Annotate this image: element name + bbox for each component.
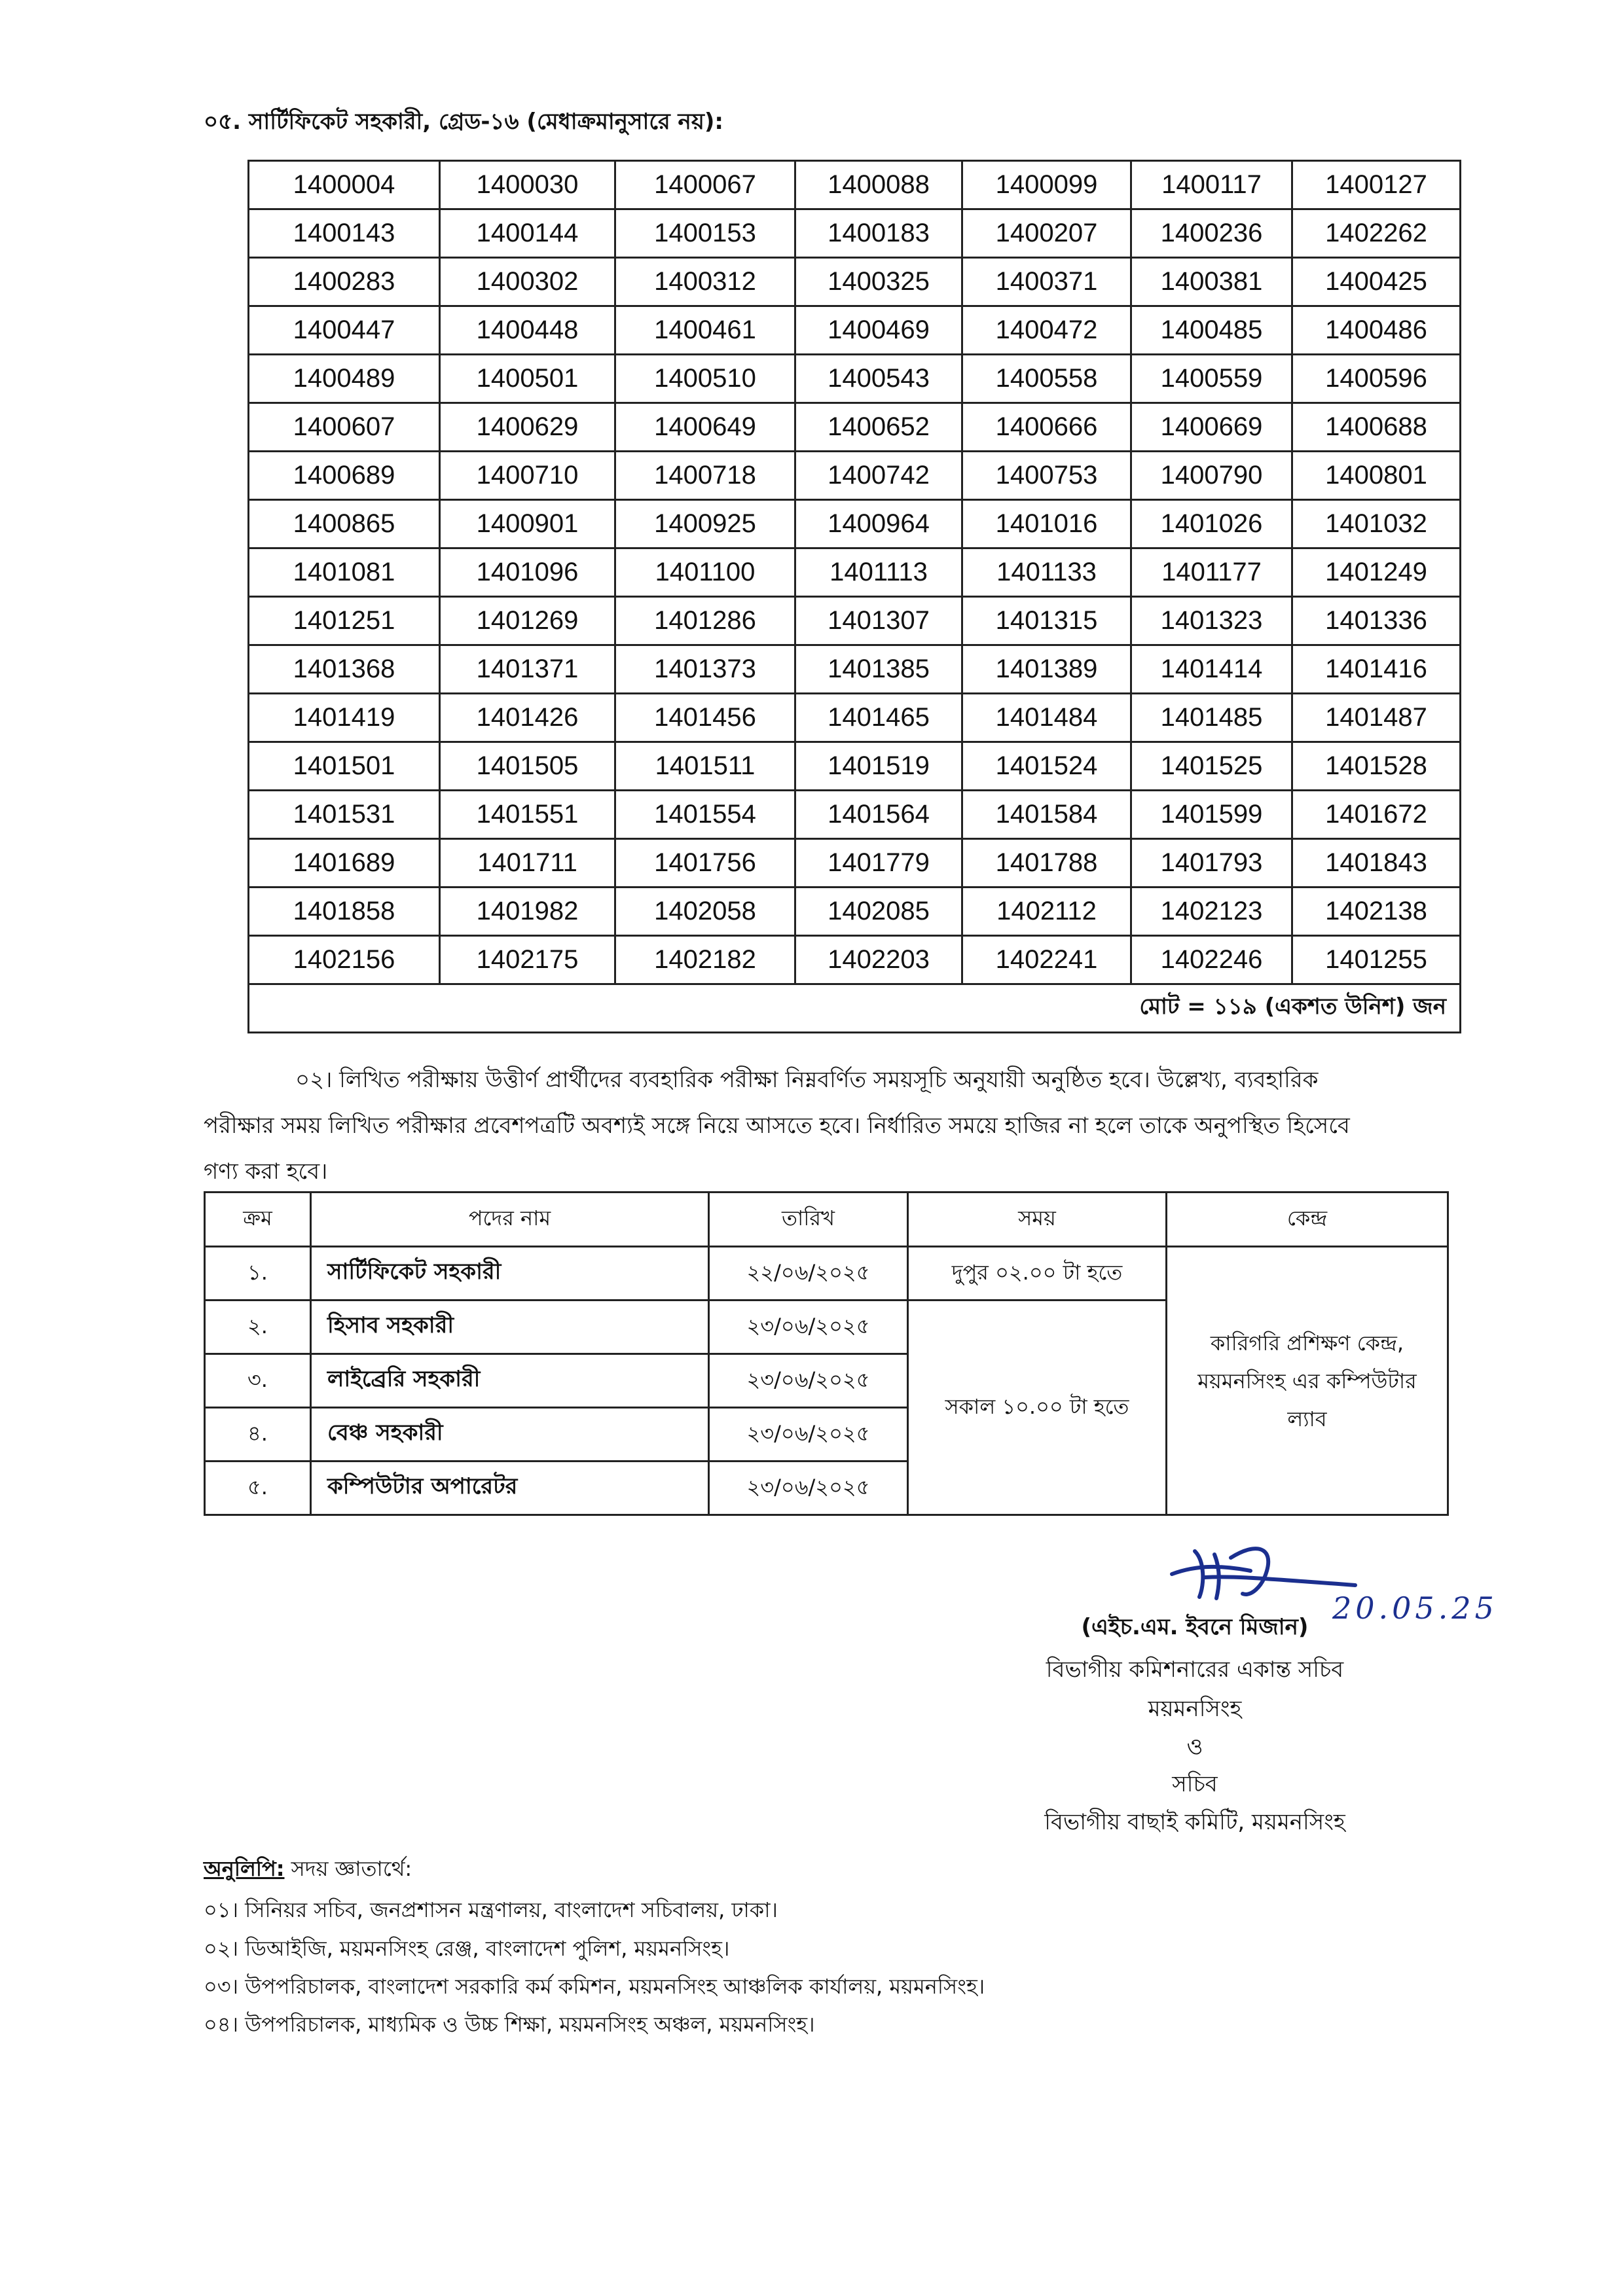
roll-number-cell: 1400688 [1292, 403, 1461, 452]
total-count: মোট = ১১৯ (একশত উনিশ) জন [249, 984, 1461, 1033]
total-row [249, 984, 1461, 1033]
copy-label-suffix: সদয় জ্ঞাতার্থে: [284, 1856, 412, 1881]
roll-row [249, 258, 1461, 306]
roll-number-cell: 1400283 [249, 258, 440, 306]
roll-number-cell: 1401511 [615, 742, 795, 791]
roll-number-cell: 1400629 [440, 403, 615, 452]
roll-row [249, 888, 1461, 936]
paragraph-line: গণ্য করা হবে। [204, 1158, 328, 1185]
venue-line: কারিগরি প্রশিক্ষণ কেন্দ্র, [1210, 1330, 1404, 1355]
roll-number-cell: 1401371 [440, 645, 615, 694]
roll-number-cell: 1400183 [795, 209, 962, 258]
roll-number-cell: 1400088 [795, 161, 962, 209]
roll-number-cell: 1401177 [1131, 548, 1292, 597]
roll-number-cell: 1401113 [795, 548, 962, 597]
roll-number-cell: 1400325 [795, 258, 962, 306]
roll-number-cell: 1401419 [249, 694, 440, 742]
roll-number-cell: 1400901 [440, 500, 615, 548]
roll-row [249, 209, 1461, 258]
roll-row [249, 839, 1461, 888]
roll-number-cell: 1400207 [962, 209, 1131, 258]
schedule-date: ২৩/০৬/২০২৫ [709, 1354, 908, 1408]
signatory-designation: বিভাগীয় কমিশনারের একান্ত সচিব [1046, 1657, 1344, 1683]
column-header-serial: ক্রম [205, 1193, 311, 1247]
roll-number-cell: 1400030 [440, 161, 615, 209]
roll-row [249, 306, 1461, 355]
roll-number-cell: 1400312 [615, 258, 795, 306]
schedule-row [205, 1247, 1448, 1300]
roll-row [249, 645, 1461, 694]
roll-number-cell: 1401026 [1131, 500, 1292, 548]
roll-number-cell: 1401487 [1292, 694, 1461, 742]
roll-number-cell: 1400718 [615, 452, 795, 500]
roll-number-cell: 1400790 [1131, 452, 1292, 500]
roll-number-cell: 1400649 [615, 403, 795, 452]
schedule-header-row [205, 1193, 1448, 1247]
roll-number-cell: 1400153 [615, 209, 795, 258]
roll-number-cell: 1400710 [440, 452, 615, 500]
copy-heading [204, 1852, 412, 1888]
roll-number-cell: 1401426 [440, 694, 615, 742]
roll-row [249, 791, 1461, 839]
roll-number-cell: 1401389 [962, 645, 1131, 694]
roll-number-cell: 1401385 [795, 645, 962, 694]
roll-number-cell: 1400801 [1292, 452, 1461, 500]
column-header-date: তারিখ [709, 1193, 908, 1247]
signature-date: 20.05.25 [1332, 1590, 1498, 1626]
roll-number-cell: 1402175 [440, 936, 615, 984]
schedule-post: সার্টিফিকেট সহকারী [311, 1247, 709, 1300]
roll-number-cell: 1400865 [249, 500, 440, 548]
roll-number-cell: 1401307 [795, 597, 962, 645]
paragraph-line: ০২। লিখিত পরীক্ষায় উত্তীর্ণ প্রার্থীদের ব্যবহারিক পরীক্ষা নিম্নবর্ণিত সময়সূচি অনুযায়ী অনুষ্ঠিত হবে। উল্লেখ্য, ব্যবহারিক [295, 1067, 1319, 1093]
roll-number-cell: 1401551 [440, 791, 615, 839]
roll-number-cell: 1401554 [615, 791, 795, 839]
roll-number-cell: 1400607 [249, 403, 440, 452]
roll-number-cell: 1401501 [249, 742, 440, 791]
roll-number-cell: 1401456 [615, 694, 795, 742]
roll-number-cell: 1400381 [1131, 258, 1292, 306]
instruction-paragraph [204, 1057, 1461, 1194]
schedule-date: ২৩/০৬/২০২৫ [709, 1462, 908, 1515]
signatory-committee: বিভাগীয় বাছাই কমিটি, ময়মনসিংহ [1044, 1809, 1345, 1835]
roll-number-cell: 1400666 [962, 403, 1131, 452]
roll-number-cell: 1401251 [249, 597, 440, 645]
roll-number-cell: 1400425 [1292, 258, 1461, 306]
roll-number-cell: 1400742 [795, 452, 962, 500]
schedule-post: হিসাব সহকারী [311, 1300, 709, 1354]
roll-number-cell: 1400469 [795, 306, 962, 355]
roll-number-cell: 1401249 [1292, 548, 1461, 597]
roll-number-cell: 1402241 [962, 936, 1131, 984]
copy-label: অনুলিপি: [204, 1856, 285, 1881]
roll-number-cell: 1402262 [1292, 209, 1461, 258]
roll-number-cell: 1400669 [1131, 403, 1292, 452]
roll-number-cell: 1400689 [249, 452, 440, 500]
roll-number-cell: 1402203 [795, 936, 962, 984]
schedule-venue [1167, 1247, 1448, 1515]
roll-row [249, 500, 1461, 548]
roll-number-cell: 1400236 [1131, 209, 1292, 258]
roll-number-cell: 1401528 [1292, 742, 1461, 791]
copy-item: ০১। সিনিয়র সচিব, জনপ্রশাসন মন্ত্রণালয়, বাংলাদেশ সচিবালয়, ঢাকা। [204, 1897, 778, 1922]
roll-number-cell: 1401843 [1292, 839, 1461, 888]
roll-number-cell: 1401982 [440, 888, 615, 936]
roll-number-cell: 1401711 [440, 839, 615, 888]
roll-number-cell: 1402246 [1131, 936, 1292, 984]
schedule-post: বেঞ্চ সহকারী [311, 1408, 709, 1462]
roll-number-cell: 1402058 [615, 888, 795, 936]
roll-number-cell: 1401133 [962, 548, 1131, 597]
column-header-venue: কেন্দ্র [1167, 1193, 1448, 1247]
roll-number-cell: 1401525 [1131, 742, 1292, 791]
schedule-post: কম্পিউটার অপারেটর [311, 1462, 709, 1515]
roll-number-cell: 1401081 [249, 548, 440, 597]
roll-row [249, 161, 1461, 209]
roll-number-cell: 1402085 [795, 888, 962, 936]
roll-number-cell: 1401858 [249, 888, 440, 936]
roll-number-cell: 1400489 [249, 355, 440, 403]
roll-number-cell: 1400117 [1131, 161, 1292, 209]
roll-number-cell: 1400964 [795, 500, 962, 548]
schedule-serial: ৩. [205, 1354, 311, 1408]
roll-number-cell: 1401368 [249, 645, 440, 694]
roll-number-cell: 1400472 [962, 306, 1131, 355]
roll-number-cell: 1400596 [1292, 355, 1461, 403]
roll-number-cell: 1401269 [440, 597, 615, 645]
roll-number-cell: 1400004 [249, 161, 440, 209]
roll-number-cell: 1400302 [440, 258, 615, 306]
roll-row [249, 452, 1461, 500]
copy-item: ০৪। উপপরিচালক, মাধ্যমিক ও উচ্চ শিক্ষা, ময়মনসিংহ অঞ্চল, ময়মনসিংহ। [204, 2012, 815, 2037]
signatory-name: (এইচ.এম. ইবনে মিজান) [1081, 1614, 1309, 1640]
roll-number-cell: 1400925 [615, 500, 795, 548]
schedule-date: ২৩/০৬/২০২৫ [709, 1300, 908, 1354]
roll-number-cell: 1401465 [795, 694, 962, 742]
schedule-date: ২২/০৬/২০২৫ [709, 1247, 908, 1300]
roll-number-cell: 1401315 [962, 597, 1131, 645]
roll-number-cell: 1400144 [440, 209, 615, 258]
roll-row [249, 355, 1461, 403]
roll-number-cell: 1401531 [249, 791, 440, 839]
roll-number-cell: 1401672 [1292, 791, 1461, 839]
roll-number-cell: 1400559 [1131, 355, 1292, 403]
schedule-time-morning: সকাল ১০.০০ টা হতে [908, 1300, 1167, 1515]
roll-number-cell: 1400510 [615, 355, 795, 403]
roll-row [249, 548, 1461, 597]
roll-number-cell: 1401286 [615, 597, 795, 645]
roll-number-cell: 1401373 [615, 645, 795, 694]
roll-number-cell: 1400461 [615, 306, 795, 355]
roll-row [249, 403, 1461, 452]
column-header-post: পদের নাম [311, 1193, 709, 1247]
roll-number-cell: 1401336 [1292, 597, 1461, 645]
roll-number-cell: 1400486 [1292, 306, 1461, 355]
venue-line: ল্যাব [1287, 1406, 1327, 1431]
roll-number-cell: 1401032 [1292, 500, 1461, 548]
signatory-location: ময়মনসিংহ [1148, 1696, 1242, 1722]
practical-exam-schedule-table [204, 1191, 1449, 1516]
roll-number-cell: 1402156 [249, 936, 440, 984]
schedule-post: লাইব্রেরি সহকারী [311, 1354, 709, 1408]
roll-row [249, 597, 1461, 645]
roll-number-cell: 1402138 [1292, 888, 1461, 936]
roll-number-cell: 1400143 [249, 209, 440, 258]
roll-number-cell: 1400127 [1292, 161, 1461, 209]
roll-number-cell: 1401484 [962, 694, 1131, 742]
schedule-time-afternoon: দুপুর ০২.০০ টা হতে [908, 1247, 1167, 1300]
roll-number-cell: 1401788 [962, 839, 1131, 888]
paragraph-line: পরীক্ষার সময় লিখিত পরীক্ষার প্রবেশপত্রটি অবশ্যই সঙ্গে নিয়ে আসতে হবে। নির্ধারিত সময়ে হাজির না হলে তাকে অনুপস্থিত হিসেবে [204, 1113, 1350, 1139]
roll-number-cell: 1401689 [249, 839, 440, 888]
roll-number-cell: 1400501 [440, 355, 615, 403]
copy-item: ০২। ডিআইজি, ময়মনসিংহ রেঞ্জ, বাংলাদেশ পুলিশ, ময়মনসিংহ। [204, 1936, 730, 1961]
venue-line: ময়মনসিংহ এর কম্পিউটার [1197, 1368, 1417, 1393]
schedule-serial: ৪. [205, 1408, 311, 1462]
roll-row [249, 694, 1461, 742]
roll-number-cell: 1401519 [795, 742, 962, 791]
roll-number-cell: 1402123 [1131, 888, 1292, 936]
section-heading: ০৫. সার্টিফিকেট সহকারী, গ্রেড-১৬ (মেধাক্রমানুসারে নয়): [204, 109, 724, 135]
roll-number-cell: 1401779 [795, 839, 962, 888]
roll-number-cell: 1401599 [1131, 791, 1292, 839]
signatory-conjunction: ও [1186, 1734, 1203, 1760]
roll-number-cell: 1401100 [615, 548, 795, 597]
schedule-serial: ২. [205, 1300, 311, 1354]
roll-number-cell: 1400543 [795, 355, 962, 403]
roll-number-cell: 1400485 [1131, 306, 1292, 355]
schedule-date: ২৩/০৬/২০২৫ [709, 1408, 908, 1462]
roll-row [249, 936, 1461, 984]
roll-number-cell: 1400099 [962, 161, 1131, 209]
roll-number-cell: 1401756 [615, 839, 795, 888]
schedule-serial: ১. [205, 1247, 311, 1300]
schedule-serial: ৫. [205, 1462, 311, 1515]
roll-number-cell: 1401584 [962, 791, 1131, 839]
roll-number-cell: 1401505 [440, 742, 615, 791]
roll-number-cell: 1400371 [962, 258, 1131, 306]
roll-number-cell: 1401096 [440, 548, 615, 597]
roll-number-cell: 1401416 [1292, 645, 1461, 694]
roll-row [249, 742, 1461, 791]
roll-number-cell: 1401255 [1292, 936, 1461, 984]
roll-number-cell: 1401793 [1131, 839, 1292, 888]
roll-number-cell: 1400558 [962, 355, 1131, 403]
roll-number-cell: 1400652 [795, 403, 962, 452]
copy-item: ০৩। উপপরিচালক, বাংলাদেশ সরকারি কর্ম কমিশন, ময়মনসিংহ আঞ্চলিক কার্যালয়, ময়মনসিংহ। [204, 1974, 985, 1999]
roll-number-cell: 1401564 [795, 791, 962, 839]
roll-number-cell: 1401016 [962, 500, 1131, 548]
roll-number-cell: 1401485 [1131, 694, 1292, 742]
roll-number-cell: 1400448 [440, 306, 615, 355]
roll-number-cell: 1400447 [249, 306, 440, 355]
roll-number-cell: 1401323 [1131, 597, 1292, 645]
roll-number-cell: 1401524 [962, 742, 1131, 791]
roll-number-cell: 1400753 [962, 452, 1131, 500]
roll-number-table [247, 160, 1461, 1033]
roll-number-cell: 1402182 [615, 936, 795, 984]
roll-number-cell: 1402112 [962, 888, 1131, 936]
roll-number-cell: 1401414 [1131, 645, 1292, 694]
signatory-designation-2: সচিব [1172, 1771, 1218, 1797]
column-header-time: সময় [908, 1193, 1167, 1247]
roll-number-cell: 1400067 [615, 161, 795, 209]
